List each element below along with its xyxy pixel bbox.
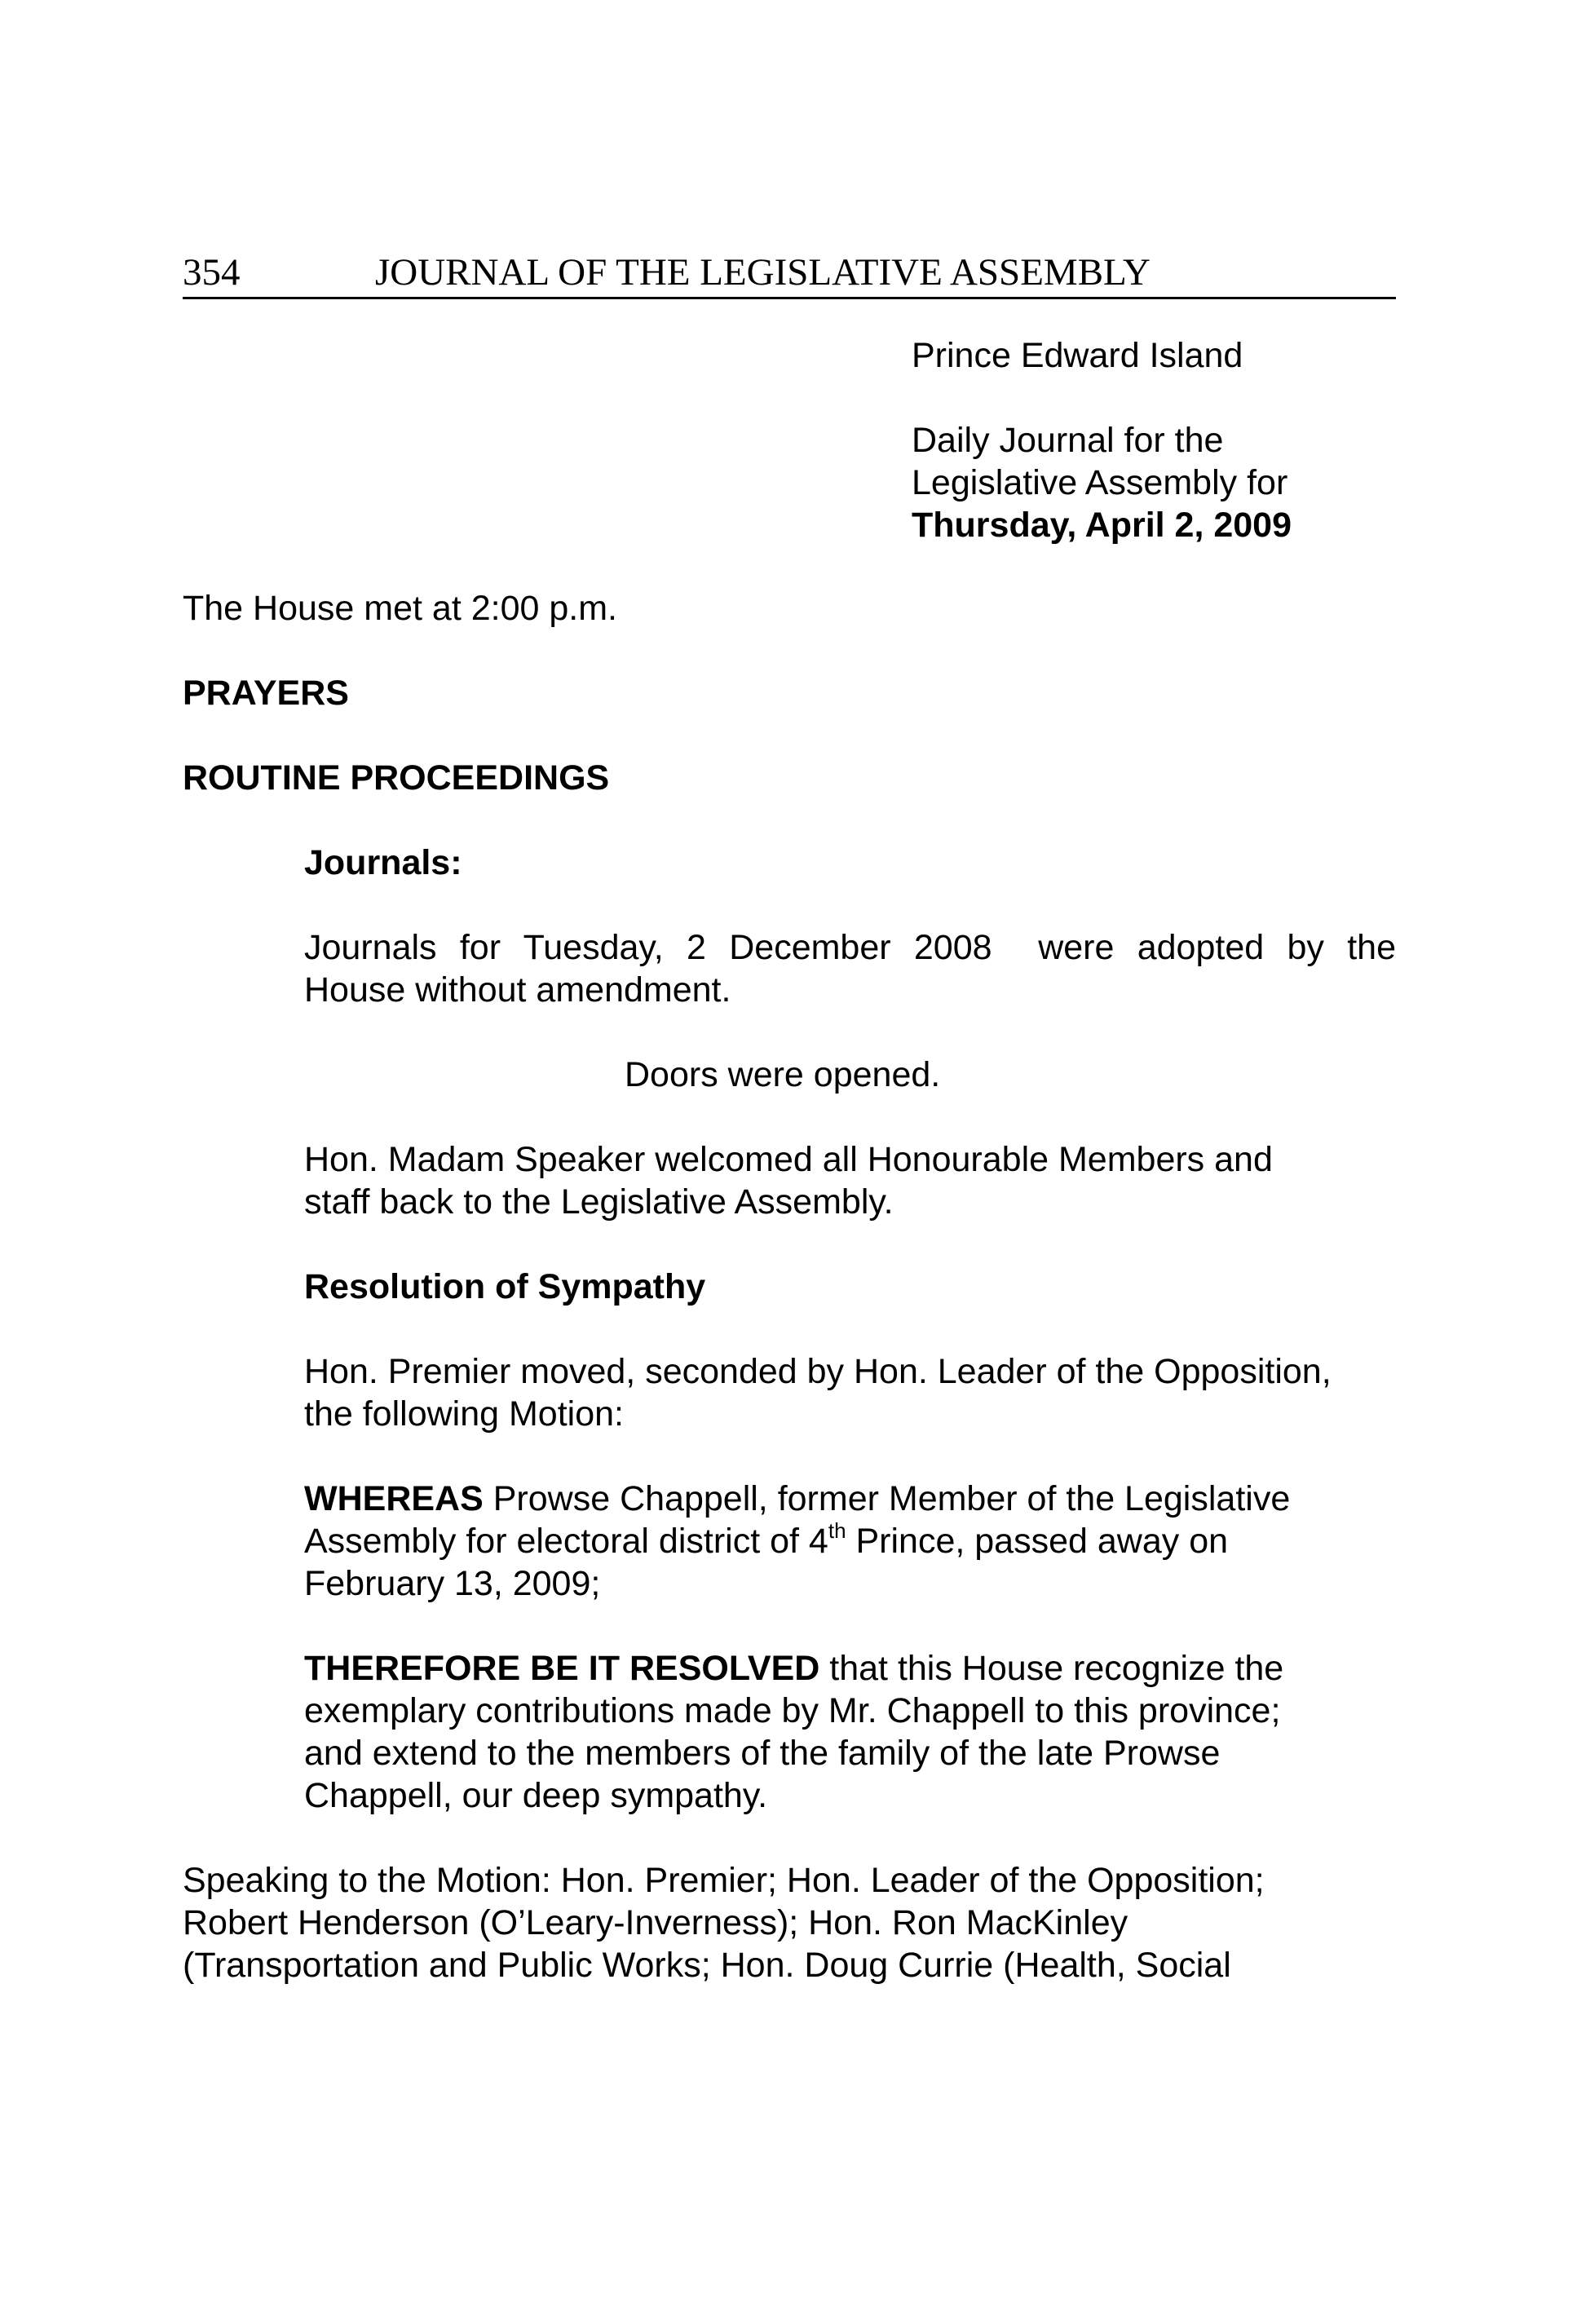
- whereas-paragraph: [304, 1478, 1290, 1605]
- resolved-line-4: Chappell, our deep sympathy.: [304, 1776, 768, 1815]
- whereas-keyword: WHEREAS: [304, 1479, 484, 1518]
- journals-line-1: Journals for Tuesday, 2 December 2008 were adopted by the: [304, 928, 1396, 967]
- speaking-line-3: (Transportation and Public Works; Hon. Doug Currie (Health, Social: [183, 1946, 1231, 1985]
- whereas-line-2-tail: Prince, passed away on: [846, 1522, 1229, 1561]
- page-header: [183, 250, 1396, 299]
- sitting-date: Thursday, April 2, 2009: [912, 506, 1292, 545]
- resolved-line-2: exemplary contributions made by Mr. Chappell to this province;: [304, 1691, 1281, 1730]
- whereas-line-2: [304, 1520, 1290, 1562]
- resolved-paragraph: [304, 1647, 1283, 1817]
- speaking-paragraph: [183, 1859, 1265, 1986]
- dateline: [912, 334, 1292, 546]
- speaking-line-2: Robert Henderson (O’Leary-Inverness); Hon. Ron MacKinley: [183, 1903, 1128, 1942]
- doors-opened-text: Doors were opened.: [625, 1055, 941, 1094]
- resolved-keyword: THEREFORE BE IT RESOLVED: [304, 1649, 820, 1688]
- journals-paragraph: [304, 926, 1396, 1011]
- moved-line-2: the following Motion:: [304, 1394, 624, 1434]
- whereas-line-1: [304, 1478, 1290, 1520]
- routine-proceedings-heading: ROUTINE PROCEEDINGS: [183, 758, 610, 797]
- welcome-line-2: staff back to the Legislative Assembly.: [304, 1182, 894, 1222]
- page-number: 354: [183, 251, 241, 294]
- welcome-paragraph: [304, 1138, 1273, 1223]
- whereas-line-1-text: Prowse Chappell, former Member of the Legislative: [483, 1479, 1291, 1518]
- resolved-line-3: and extend to the members of the family of the late Prowse: [304, 1734, 1221, 1773]
- dateline-line-1: Daily Journal for the: [912, 421, 1224, 460]
- prayers-heading: PRAYERS: [183, 674, 349, 713]
- resolution-heading: Resolution of Sympathy: [304, 1267, 706, 1306]
- moved-line-1: Hon. Premier moved, seconded by Hon. Leader of the Opposition,: [304, 1352, 1332, 1391]
- journals-line-2: House without amendment.: [304, 970, 731, 1010]
- whereas-line-3: February 13, 2009;: [304, 1564, 601, 1603]
- house-met-text: The House met at 2:00 p.m.: [183, 589, 617, 628]
- whereas-line-2-text: Assembly for electoral district of 4: [304, 1522, 828, 1561]
- ordinal-suffix: th: [828, 1518, 846, 1543]
- resolved-line-1: [304, 1647, 1283, 1690]
- journal-title: JOURNAL OF THE LEGISLATIVE ASSEMBLY: [375, 251, 1151, 294]
- speaking-line-1: Speaking to the Motion: Hon. Premier; Hon. Leader of the Opposition;: [183, 1861, 1265, 1900]
- motion-intro-paragraph: [304, 1350, 1332, 1435]
- welcome-line-1: Hon. Madam Speaker welcomed all Honourable Members and: [304, 1140, 1273, 1179]
- journals-heading: Journals:: [304, 843, 462, 882]
- resolved-line-1-text: that this House recognize the: [819, 1649, 1284, 1688]
- province-name: Prince Edward Island: [912, 336, 1243, 375]
- dateline-line-2: Legislative Assembly for: [912, 463, 1288, 502]
